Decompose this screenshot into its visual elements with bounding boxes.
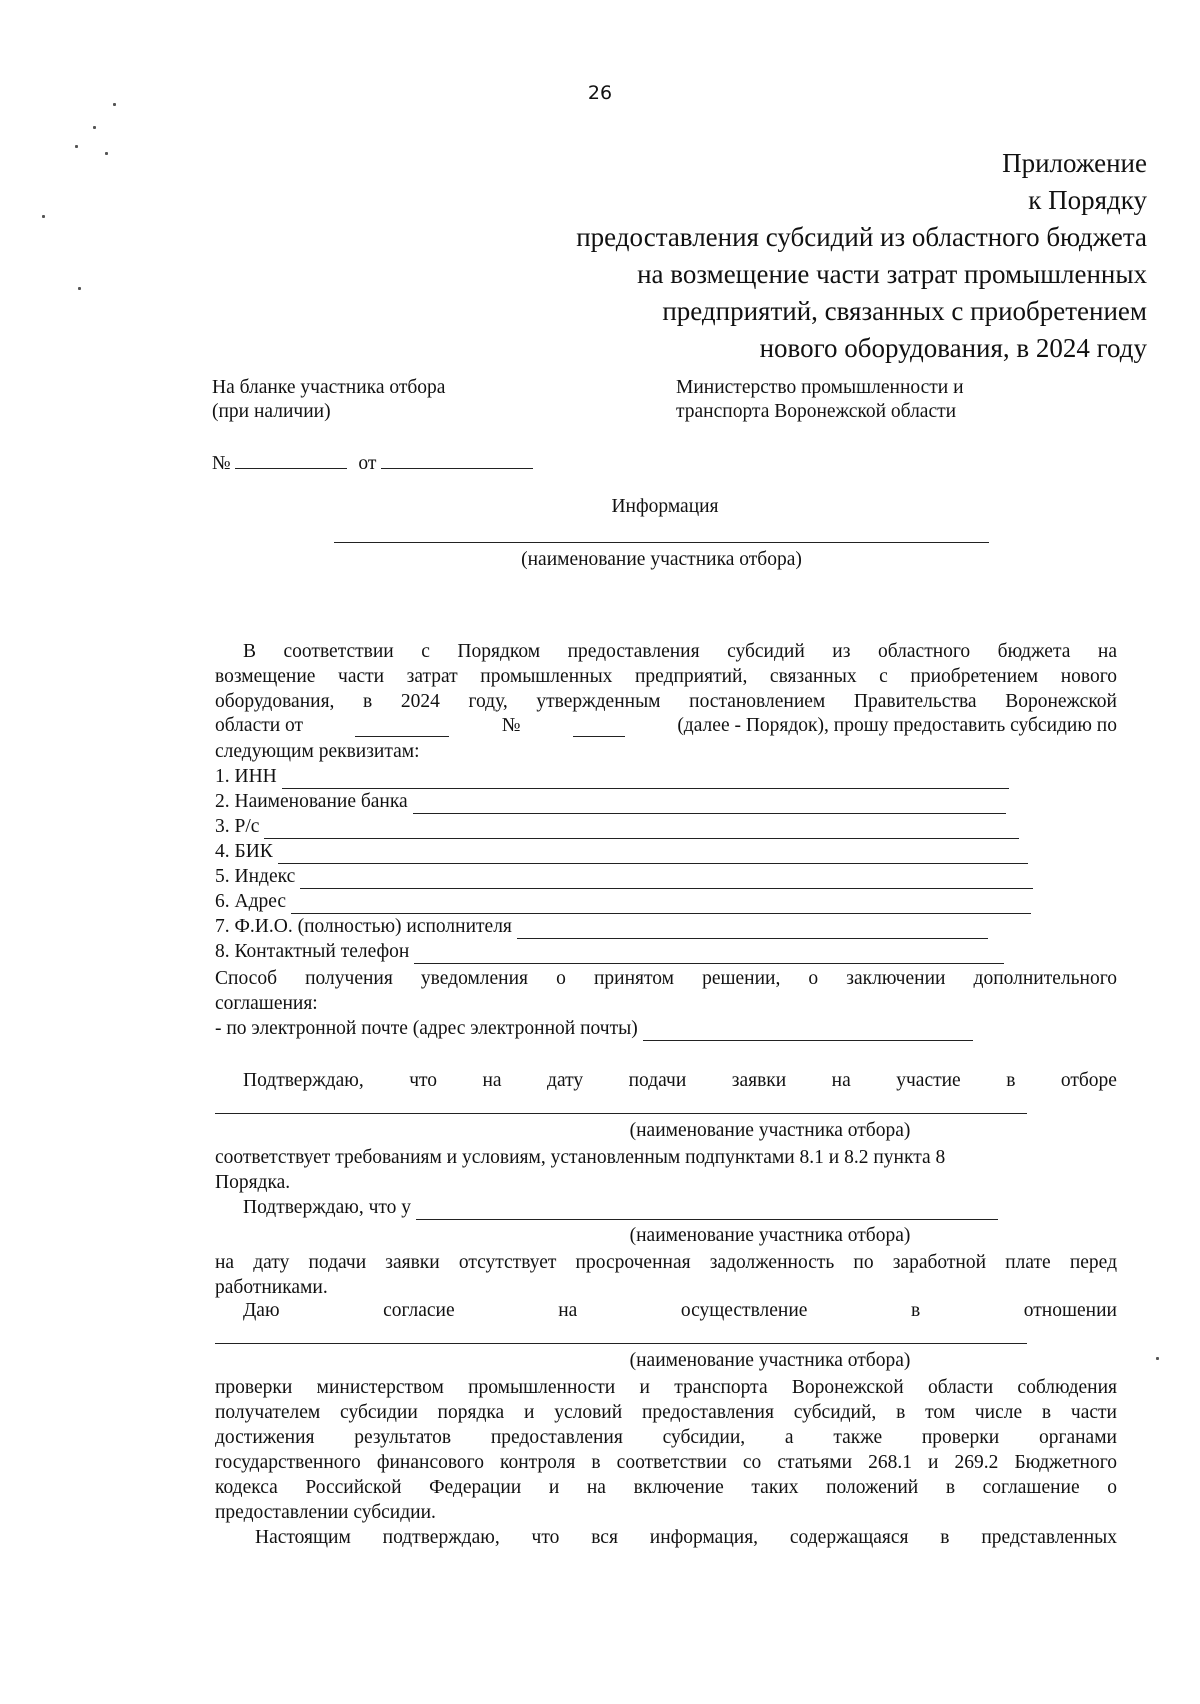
appendix-line: предоставления субсидий из областного бюджета — [576, 222, 1147, 252]
field-account — [215, 815, 1019, 839]
confirm1-word: что — [409, 1070, 438, 1091]
field-label: 2. Наименование банка — [215, 791, 408, 812]
consent-text-line: предоставлении субсидии. — [215, 1502, 436, 1523]
field-input[interactable] — [264, 820, 1019, 839]
field-input[interactable] — [291, 895, 1031, 914]
confirm1-word: участие — [896, 1070, 961, 1091]
participant-name-blank[interactable] — [215, 1113, 1027, 1114]
confirm1-word: на — [482, 1070, 502, 1091]
field-label: 3. Р/с — [215, 816, 260, 837]
consent-text-line: достижения результатов предоставления субсидии, а также проверки органами — [215, 1427, 1117, 1448]
consent-text-line: проверки министерством промышленности и транспорта Воронежской области соблюдения — [215, 1377, 1117, 1398]
intro-line: В соответствии с Порядком предоставления субсидий из областного бюджета на — [243, 641, 1117, 662]
field-label: 1. ИНН — [215, 766, 277, 787]
consent-word: Даю — [243, 1300, 280, 1321]
participant-caption: (наименование участника отбора) — [629, 1350, 911, 1371]
confirm1-word: Подтверждаю, — [243, 1070, 364, 1091]
intro-line: следующим реквизитам: — [215, 741, 420, 762]
participant-name-blank[interactable] — [334, 542, 989, 543]
addressee — [676, 376, 964, 424]
intro-line-4 — [215, 715, 1117, 737]
letterhead-left — [212, 376, 445, 424]
intro-text: (далее - Порядок), прошу предоставить субсидию по — [677, 715, 1117, 736]
field-input[interactable] — [414, 945, 1004, 964]
number-blank[interactable] — [235, 450, 347, 469]
appendix-header — [576, 145, 1147, 367]
addressee-line: Министерство промышленности и — [676, 377, 964, 398]
consent-word: осуществление — [680, 1300, 808, 1321]
field-input[interactable] — [300, 870, 1033, 889]
document-title: Информация — [611, 496, 719, 517]
confirm2-line — [243, 1196, 998, 1220]
notification-line: Способ получения уведомления о принятом решении, о заключении дополнительного — [215, 968, 1117, 989]
consent-word: отношении — [1023, 1300, 1117, 1321]
decree-number-blank[interactable] — [573, 718, 625, 737]
confirm1-line — [243, 1070, 1117, 1092]
field-input[interactable] — [278, 845, 1028, 864]
field-bank-name — [215, 790, 1006, 814]
field-address — [215, 890, 1031, 914]
field-label: 5. Индекс — [215, 866, 296, 887]
confirm1-word: подачи — [628, 1070, 687, 1091]
consent-line — [243, 1300, 1117, 1322]
appendix-line: Приложение — [1002, 148, 1147, 178]
letterhead-left-line: На бланке участника отбора — [212, 377, 446, 398]
field-phone — [215, 940, 1004, 964]
appendix-line: к Порядку — [1028, 185, 1147, 215]
scan-speck — [105, 152, 108, 155]
letterhead-left-line: (при наличии) — [212, 401, 331, 422]
addressee-line: транспорта Воронежской области — [676, 401, 957, 422]
scan-speck — [78, 287, 81, 290]
confirm1-word: заявки — [731, 1070, 787, 1091]
confirm1-word: на — [831, 1070, 851, 1091]
confirm1-after: Порядка. — [215, 1172, 291, 1193]
confirm2-after: работниками. — [215, 1277, 328, 1298]
intro-line: возмещение части затрат промышленных предприятий, связанных с приобретением нового — [215, 666, 1117, 687]
field-input[interactable] — [413, 795, 1006, 814]
intro-text: области от — [215, 715, 304, 736]
consent-word: на — [558, 1300, 578, 1321]
field-input[interactable] — [282, 770, 1009, 789]
participant-name-blank[interactable] — [215, 1343, 1027, 1344]
participant-caption: (наименование участника отбора) — [629, 1120, 911, 1141]
field-input[interactable] — [643, 1022, 973, 1041]
consent-word: в — [911, 1300, 921, 1321]
consent-word: согласие — [383, 1300, 455, 1321]
confirm2-label: Подтверждаю, что у — [243, 1197, 412, 1218]
participant-caption: (наименование участника отбора) — [521, 549, 802, 570]
field-label: 7. Ф.И.О. (полностью) исполнителя — [215, 916, 512, 937]
document-number-line — [212, 450, 533, 475]
field-executor — [215, 915, 988, 939]
confirm1-word: отборе — [1060, 1070, 1117, 1091]
appendix-line: нового оборудования, в 2024 году — [759, 333, 1147, 363]
appendix-line: на возмещение части затрат промышленных — [637, 259, 1147, 289]
date-label: от — [358, 453, 377, 474]
confirm1-word: в — [1006, 1070, 1016, 1091]
participant-name-blank[interactable] — [416, 1201, 998, 1220]
consent-text-line: кодекса Российской Федерации и на включение таких положений в соглашение о — [215, 1477, 1117, 1498]
consent-text-line: получателем субсидии порядка и условий предоставления субсидий, в том числе в части — [215, 1402, 1117, 1423]
field-inn — [215, 765, 1009, 789]
scan-speck — [42, 215, 45, 218]
final-line: Настоящим подтверждаю, что вся информация, содержащаяся в представленных — [255, 1527, 1117, 1548]
appendix-line: предприятий, связанных с приобретением — [662, 296, 1147, 326]
date-blank[interactable] — [381, 450, 533, 469]
confirm1-word: дату — [547, 1070, 584, 1091]
confirm1-after: соответствует требованиям и условиям, установленным подпунктами 8.1 и 8.2 пункта 8 — [215, 1147, 946, 1168]
field-label: 6. Адрес — [215, 891, 287, 912]
page-number: 26 — [587, 82, 613, 104]
confirm2-after: на дату подачи заявки отсутствует просроченная задолженность по заработной плате перед — [215, 1252, 1117, 1273]
number-label: № — [212, 453, 231, 474]
field-label: 8. Контактный телефон — [215, 941, 410, 962]
field-input[interactable] — [517, 920, 988, 939]
scan-speck — [75, 145, 78, 148]
intro-text: № — [501, 715, 521, 736]
field-label: - по электронной почте (адрес электронной почты) — [215, 1018, 638, 1039]
field-label: 4. БИК — [215, 841, 273, 862]
scan-speck — [93, 126, 96, 129]
field-bik — [215, 840, 1028, 864]
decree-date-blank[interactable] — [355, 718, 449, 737]
field-index — [215, 865, 1033, 889]
field-email — [215, 1017, 973, 1041]
consent-text-line: государственного финансового контроля в соответствии со статьями 268.1 и 269.2 Бюджетного — [215, 1452, 1117, 1473]
notification-line: соглашения: — [215, 993, 318, 1014]
participant-caption: (наименование участника отбора) — [629, 1225, 911, 1246]
intro-line: оборудования, в 2024 году, утвержденным постановлением Правительства Воронежской — [215, 691, 1117, 712]
